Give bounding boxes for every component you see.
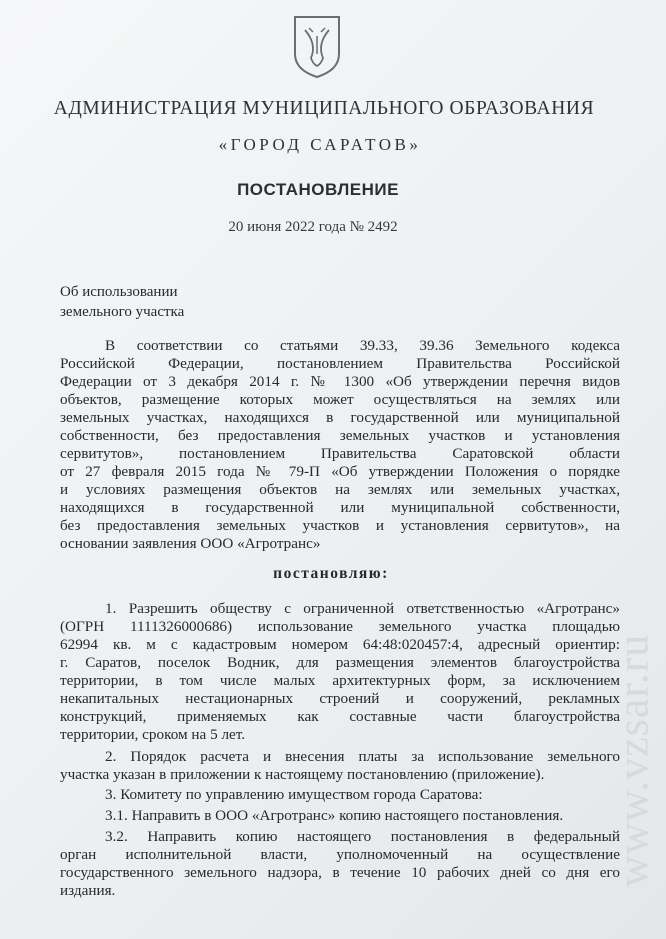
preamble-line: Федерации от 3 декабря 2014 г. № 1300 «Об утверждении перечня видов bbox=[60, 373, 620, 390]
item-line: (ОГРН 1111326000686) использование земельного участка площадью bbox=[60, 618, 620, 635]
preamble-line: сервитутов», постановлением Правительства Саратовской области bbox=[60, 445, 620, 462]
item-line: 3. Комитету по управлению имуществом города Саратова: bbox=[105, 786, 483, 803]
item-line: участка указан в приложении к настоящему постановлению (приложение). bbox=[60, 766, 545, 783]
document-title: ПОСТАНОВЛЕНИЕ bbox=[237, 180, 399, 199]
watermark-text: www.vzsar.ru bbox=[608, 633, 658, 887]
item-line: издания. bbox=[60, 882, 116, 899]
item-line: территории, в том числе малых архитектурных форм, за исключением bbox=[60, 672, 620, 689]
preamble-line: собственности, без предоставления земельных участков и установления bbox=[60, 427, 620, 444]
item-line: конструкций, применяемых как составные части благоустройства bbox=[60, 708, 620, 725]
item-line: территории, сроком на 5 лет. bbox=[60, 726, 246, 743]
item-line: 1. Разрешить обществу с ограниченной ответственностью «Агротранс» bbox=[105, 600, 620, 617]
preamble-line: и условиях размещения объектов на землях или земельных участках, bbox=[60, 481, 620, 498]
item-line: 62994 кв. м с кадастровым номером 64:48:020457:4, адресный ориентир: bbox=[60, 636, 620, 653]
preamble-line: находящихся в государственной или муниципальной собственности, bbox=[60, 499, 620, 516]
organization-name-line1: АДМИНИСТРАЦИЯ МУНИЦИПАЛЬНОГО ОБРАЗОВАНИЯ bbox=[53, 98, 595, 119]
subject-line: Об использовании bbox=[60, 284, 178, 300]
document-date-number: 20 июня 2022 года № 2492 bbox=[228, 219, 398, 235]
preamble-line: основании заявления ООО «Агротранс» bbox=[60, 535, 321, 552]
document-subject bbox=[60, 282, 184, 322]
preamble-line: В соответствии со статьями 39.33, 39.36 Земельного кодекса bbox=[105, 337, 620, 354]
preamble-line: Российской Федерации, постановлением Правительства Российской bbox=[60, 355, 620, 372]
organization-name-line2: «ГОРОД САРАТОВ» bbox=[218, 135, 422, 154]
item-line: 3.1. Направить в ООО «Агротранс» копию настоящего постановления. bbox=[105, 807, 564, 824]
item-line: 2. Порядок расчета и внесения платы за использование земельного bbox=[105, 748, 620, 765]
item-line: г. Саратов, поселок Водник, для размещения элементов благоустройства bbox=[60, 654, 620, 671]
item-line: некапитальных нестационарных строений и сооружений, рекламных bbox=[60, 690, 620, 707]
preamble-line: без предоставления земельных участков и установления сервитутов», на bbox=[60, 517, 620, 534]
item-line: 3.2. Направить копию настоящего постановления в федеральный bbox=[105, 828, 620, 845]
preamble-line: объектов, размещение которых может осуществляться на землях или bbox=[60, 391, 620, 408]
saratov-coat-of-arms-icon bbox=[291, 14, 343, 80]
item-line: орган исполнительной власти, уполномоченный на осуществление bbox=[60, 846, 620, 863]
resolve-word: постановляю: bbox=[273, 565, 389, 582]
watermark bbox=[608, 600, 658, 920]
subject-line: земельного участка bbox=[60, 304, 185, 320]
preamble-line: от 27 февраля 2015 года № 79-П «Об утверждении Положения о порядке bbox=[60, 463, 620, 480]
item-line: государственного земельного надзора, в течение 10 рабочих дней со дня его bbox=[60, 864, 620, 881]
preamble-line: земельных участках, находящихся в государственной или муниципальной bbox=[60, 409, 620, 426]
